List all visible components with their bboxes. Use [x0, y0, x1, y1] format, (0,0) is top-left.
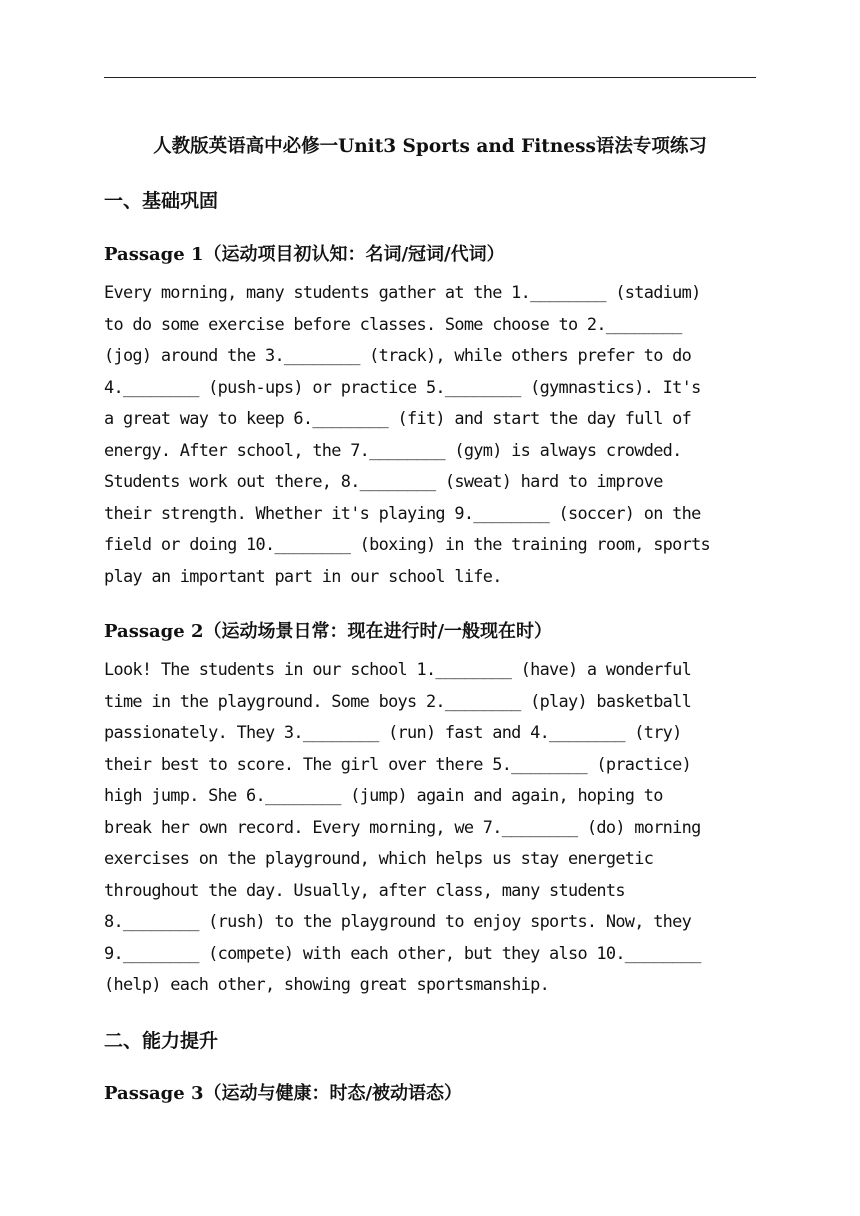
passage-2-body — [104, 654, 764, 1001]
passage-line: passionately. They 3.________ (run) fast and 4.________ (try) — [104, 722, 682, 742]
passage-line: their strength. Whether it's playing 9.________ (soccer) on the — [104, 502, 701, 523]
passage-line: break her own record. Every morning, we 7.________ (do) morning — [104, 816, 701, 837]
passage-line: Every morning, many students gather at the 1.________ (stadium) — [104, 282, 701, 302]
passage-line: 8.________ (rush) to the playground to enjoy sports. Now, they — [104, 911, 692, 931]
passage-line: time in the playground. Some boys 2.________ (play) basketball — [104, 690, 692, 711]
passage-line: Look! The students in our school 1.________ (have) a wonderful — [104, 659, 692, 679]
passage-3-heading: Passage 3（运动与健康：时态/被动语态） — [104, 1083, 463, 1104]
passage-line: 4.________ (push-ups) or practice 5.________ (gymnastics). It's — [104, 376, 701, 397]
passage-line: Students work out there, 8.________ (sweat) hard to improve — [104, 471, 663, 491]
passage-line: 9.________ (compete) with each other, but they also 10.________ — [104, 942, 701, 963]
passage-line: field or doing 10.________ (boxing) in the training room, sports — [104, 534, 711, 554]
header-rule — [104, 77, 756, 78]
passage-1-body — [104, 277, 764, 592]
passage-line: energy. After school, the 7.________ (gym) is always crowded. — [104, 439, 682, 460]
document-title: 人教版英语高中必修一Unit3 Sports and Fitness语法专项练习 — [153, 136, 707, 157]
section-heading-basic: 一、基础巩固 — [104, 190, 219, 212]
passage-2-heading: Passage 2（运动场景日常：现在进行时/一般现在时） — [104, 621, 553, 642]
passage-line: (jog) around the 3.________ (track), while others prefer to do — [104, 345, 692, 365]
passage-line: high jump. She 6.________ (jump) again and again, hoping to — [104, 785, 663, 805]
passage-line: throughout the day. Usually, after class, many students — [104, 879, 625, 900]
passage-line: exercises on the playground, which helps us stay energetic — [104, 848, 654, 868]
section-heading-advanced: 二、能力提升 — [104, 1030, 219, 1052]
passage-line: their best to score. The girl over there 5.________ (practice) — [104, 753, 692, 774]
passage-line: (help) each other, showing great sportsmanship. — [104, 974, 550, 994]
passage-line: play an important part in our school life. — [104, 565, 502, 586]
passage-line: a great way to keep 6.________ (fit) and start the day full of — [104, 408, 692, 428]
passage-line: to do some exercise before classes. Some choose to 2.________ — [104, 313, 682, 334]
passage-1-heading: Passage 1（运动项目初认知：名词/冠词/代词） — [104, 244, 505, 265]
